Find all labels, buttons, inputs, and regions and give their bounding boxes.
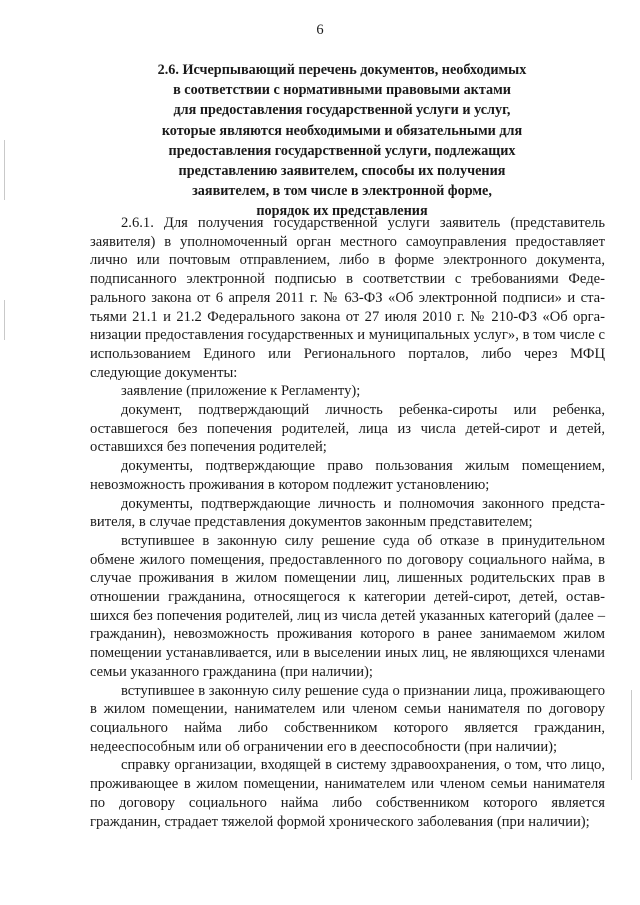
heading-line: 2.6. Исчерпывающий перечень документов, необходимых [157,62,527,78]
heading-line: порядок их представления [256,203,428,220]
heading-line: которые являются необходимыми и обязательными для [161,122,523,139]
document-body [90,214,605,831]
heading-line: предоставления государственной услуги, подлежащих [168,142,516,159]
page-number: 6 [316,22,324,38]
heading-line: в соответствии с нормативными правовыми актами [173,82,511,99]
heading-line: заявителем, в том числе в электронной форме, [192,183,492,200]
paragraph-intro: 2.6.1. Для получения государственной услуги заявитель (представитель заявителя) в уполномоченный орган местного самоуправления предоставляет лично или почтовым отправлением, либо в форме электронного документа, подписанного электронной подписью в соответствии с требованиями Федерального закона от 6 апреля 2011 г. № 63-ФЗ «Об электронной подписи» и статьями 21.1 и 21.2 Федерального закона от 27 июля 2010 г. № 210-ФЗ «Об организации предоставления государственных и муниципальных услуг», в том числе с использованием Единого или Регионального порталов, либо через МФЦ следующие документы: [90,215,605,381]
list-item-court-decision-incapacity: вступившее в законную силу решение суда о признании лица, проживающего в жилом помещении, нанимателем или членом семьи нанимателя по договору социального найма либо собственником которого является гражданин, недееспособным или об ограничении его в дееспособности (при наличии); [90,682,605,755]
list-item-identity-document: документ, подтверждающий личность ребенка-сироты или ребенка, оставшегося без попечения родителей, лица из числа детей-сирот и детей, оставшихся без попечения родителей; [90,402,605,456]
heading-line: представлению заявителем, способы их получения [178,163,506,180]
scan-edge-mark [631,690,632,780]
list-item-application: заявление (приложение к Регламенту); [121,383,361,400]
section-heading [110,60,574,222]
list-item-legal-representative: документы, подтверждающие личность и полномочия законного представителя, в случае представления документов законным представителем; [90,495,605,531]
scan-edge-mark [4,300,5,340]
list-item-medical-certificate: справку организации, входящей в систему здравоохранения, о том, что лицо, проживающее в жилом помещении, нанимателем или членом семьи нанимателя по договору социального найма либо собственником которого является гражданин, страдает тяжелой формой хронического заболевания (при наличии); [90,757,605,830]
heading-line: для предоставления государственной услуги и услуг, [173,102,511,119]
scan-edge-mark [4,140,5,200]
list-item-court-decision-exchange: вступившее в законную силу решение суда об отказе в принудительном обмене жилого помещения, предоставленного по договору социального найма, в случае проживания в жилом помещении лиц, лишенных родительских прав в отношении гражданина, относящегося к категории детей-сирот, детей, оставшихся без попечения родителей, лиц из числа детей указанных категорий (далее – гражданин), невозможность проживания которого в ранее занимаемом жилом помещении устанавливается, или в выселении иных лиц, не являющихся членами семьи указанного гражданина (при наличии); [90,532,605,680]
list-item-housing-rights: документы, подтверждающие право пользования жилым помещением, невозможность проживания в котором подлежит установлению; [90,458,605,493]
